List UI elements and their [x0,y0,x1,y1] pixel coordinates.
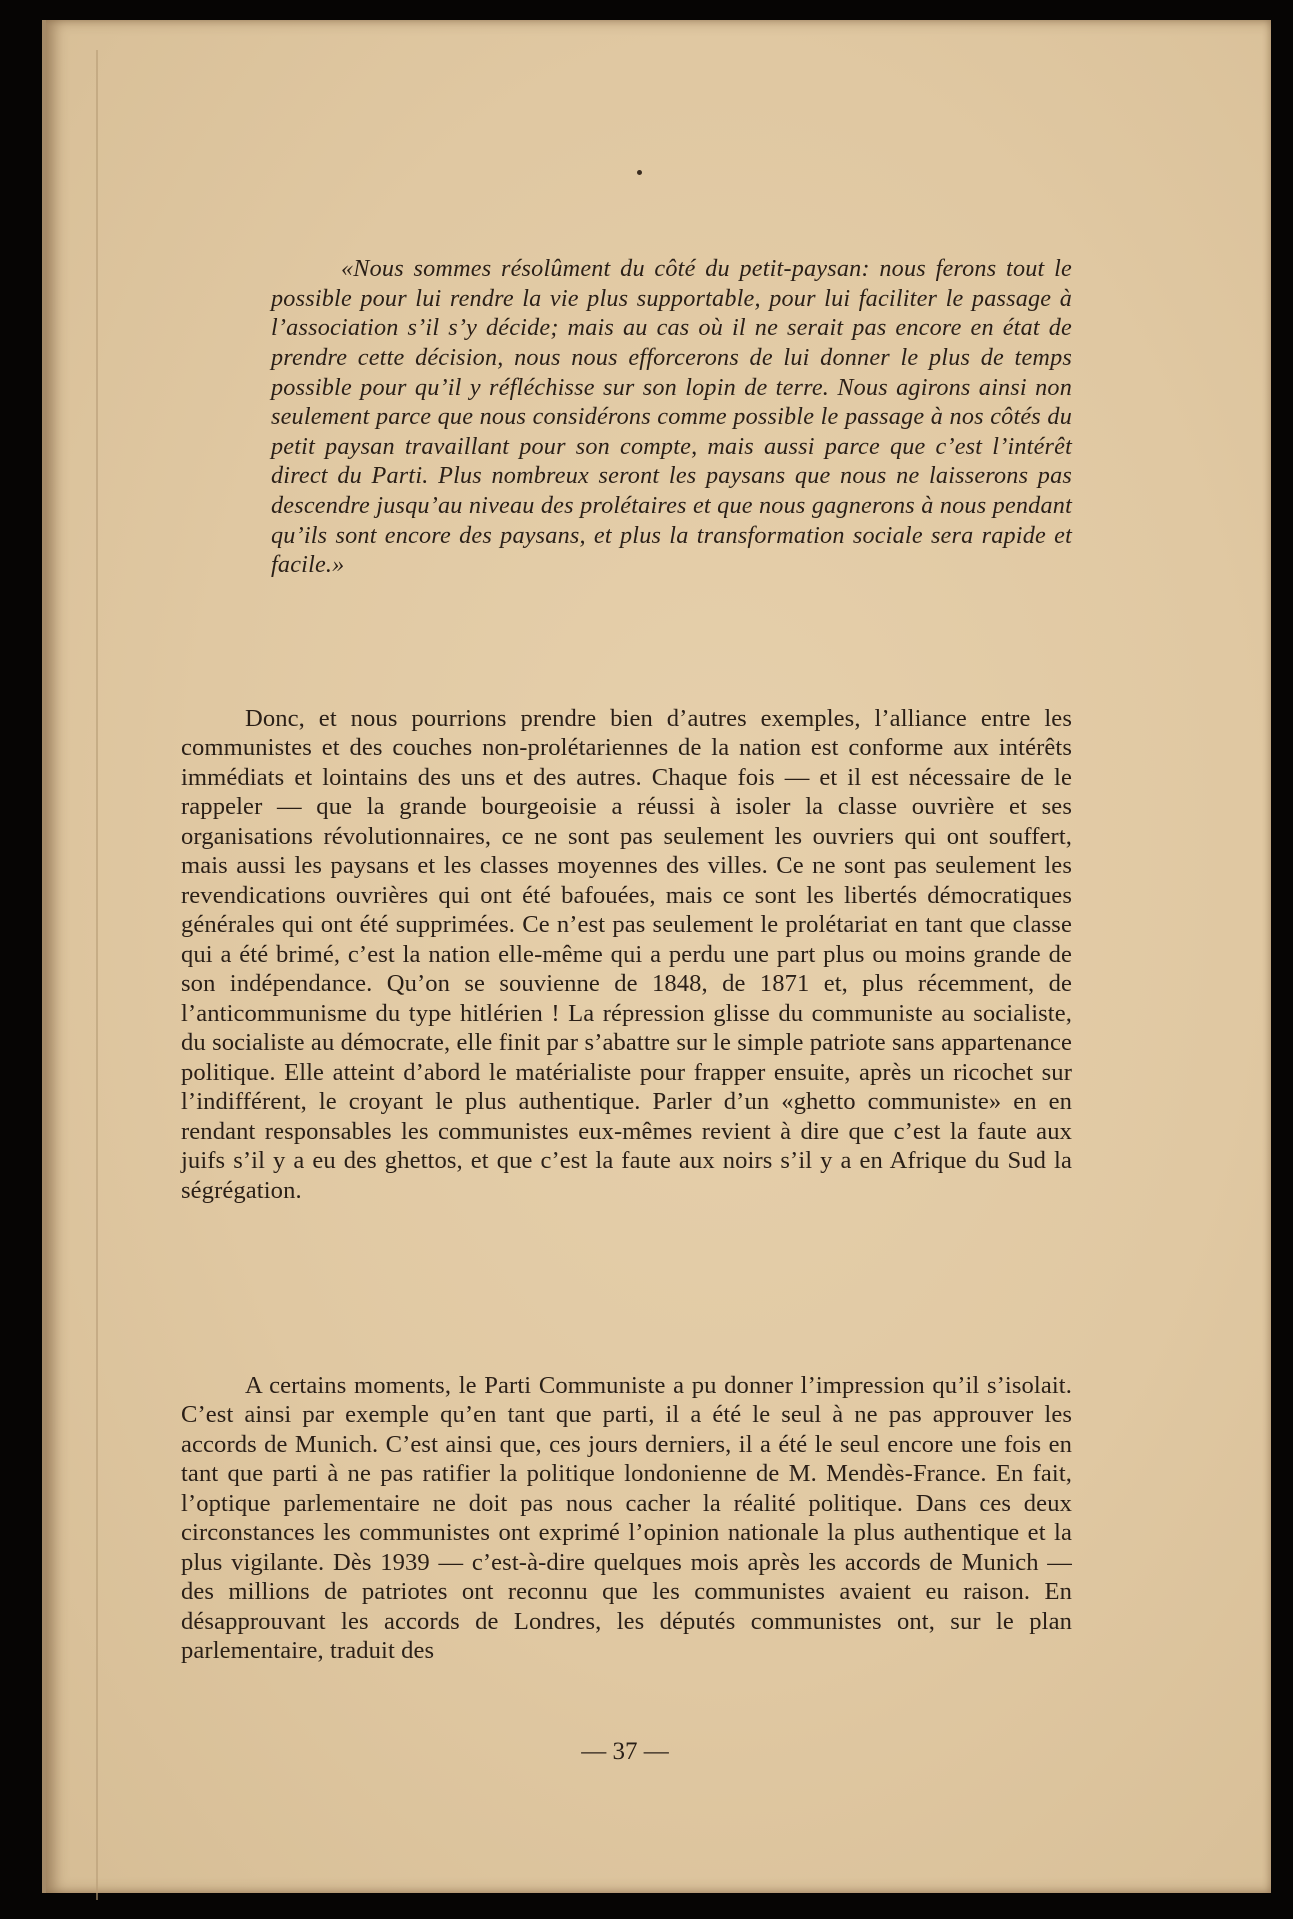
quotation-block: «Nous sommes résolûment du côté du petit-paysan: nous ferons tout le possible pour lui rendre la vie plus supportable, pour lui faciliter le passage à l’association s’il s’y décide; mais au cas où il ne serait pas encore en état de prendre cette décision, nous nous efforcerons de lui donner le plus de temps possible pour qu’il y réfléchisse sur son lopin de terre. Nous agirons ainsi non seulement parce que nous considérons comme possible le passage à nos côtés du petit paysan travaillant pour son compte, mais aussi parce que c’est l’intérêt direct du Parti. Plus nombreux seront les paysans que nous ne laisserons pas descendre jusqu’au niveau des prolétaires et que nous gagnerons à nous pendant qu’ils sont encore des paysans, et plus la transformation sociale sera rapide et facile.» [271,255,1072,579]
body-paragraph-1: Donc, et nous pourrions prendre bien d’autres exemples, l’alliance entre les communistes et des couches non-prolétariennes de la nation est conforme aux intérêts immédiats et lointains des uns et des autres. Chaque fois — et il est nécessaire de le rappeler — que la grande bourgeoisie a réussi à isoler la classe ouvrière et ses organisations révolutionnaires, ce ne sont pas seulement les ouvriers qui ont souffert, mais aussi les paysans et les classes moyennes des villes. Ce ne sont pas seulement les revendications ouvrières qui ont été bafouées, mais ce sont les libertés démocratiques générales qui ont été supprimées. Ce n’est pas seulement le prolétariat en tant que classe qui a été brimé, c’est la nation elle-même qui a perdu une part plus ou moins grande de son indépendance. Qu’on se souvienne de 1848, de 1871 et, plus récemment, de l’anticommunisme du type hitlérien ! La répression glisse du communiste au socialiste, du socialiste au démocrate, elle finit par s’abattre sur le simple patriote sans appartenance politique. Elle atteint d’abord le matérialiste pour frapper ensuite, après un ricochet sur l’indifférent, le croyant le plus authentique. Parler d’un «ghetto communiste» en en rendant responsables les communistes eux-mêmes revient à dire que c’est la faute aux juifs s’il y a eu des ghettos, et que c’est la faute aux noirs s’il y a en Afrique du Sud la ségrégation. [181,704,1072,1204]
page-number: — 37 — [581,1738,669,1765]
speck [637,170,642,175]
binding-gutter [96,50,98,1900]
body-paragraph-2: A certains moments, le Parti Communiste a pu donner l’impression qu’il s’isolait. C’est ainsi par exemple qu’en tant que parti, il a été le seul à ne pas approuver les accords de Munich. C’est ainsi que, ces jours derniers, il a été le seul encore une fois en tant que parti à ne pas ratifier la politique londonienne de M. Mendès-France. En fait, l’optique parlementaire ne doit pas nous cacher la réalité politique. Dans ces deux circonstances les communistes ont exprimé l’opinion nationale la plus authentique et la plus vigilante. Dès 1939 — c’est-à-dire quelques mois après les accords de Munich — des millions de patriotes ont reconnu que les communistes avaient eu raison. En désapprouvant les accords de Londres, les députés communistes ont, sur le plan parlementaire, traduit des [181,1371,1072,1665]
